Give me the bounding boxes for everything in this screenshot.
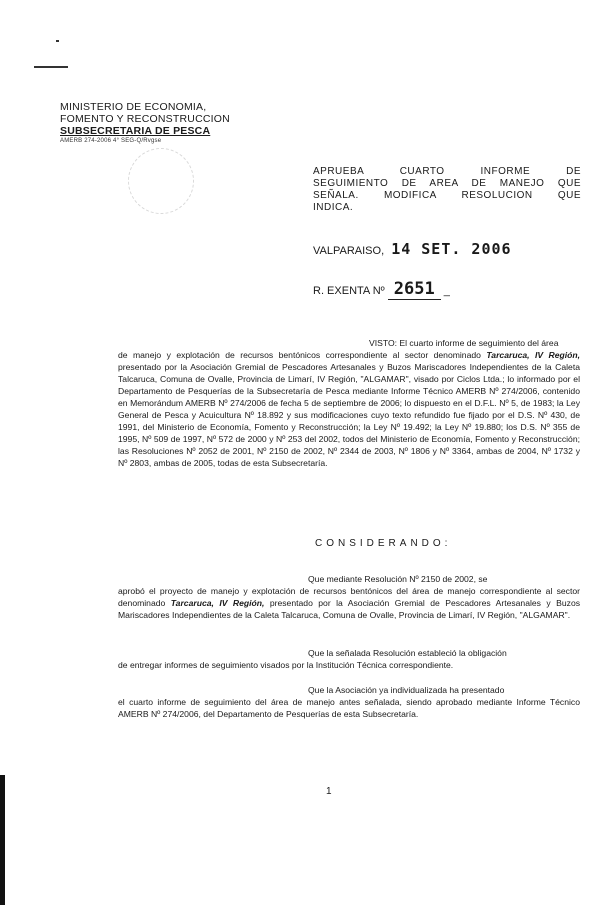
- paragraph-body: el cuarto informe de seguimiento del área de manejo antes señalada, siendo aprobado mediante Informe Técnico AMERB Nº 274/2006, del Departamento de Pesquerías de esta Subsecretaría.: [118, 697, 580, 719]
- sector-name: Tarcaruca, IV Región,: [170, 598, 265, 608]
- considerando-heading: CONSIDERANDO:: [315, 538, 452, 549]
- date-stamp: 14 SET. 2006: [391, 240, 512, 258]
- resolution-number-line: [313, 279, 450, 300]
- scan-mark: [56, 40, 59, 42]
- subject-line: APRUEBA CUARTO INFORME DE: [313, 166, 581, 177]
- visto-body: de manejo y explotación de recursos bentónicos correspondiente al sector denominado: [118, 350, 481, 360]
- page-number: 1: [326, 786, 332, 797]
- paragraph-first-line: Que la Asociación ya individualizada ha presentado: [308, 685, 505, 695]
- considerando-paragraph-2: [118, 647, 580, 671]
- ministry-name-2: FOMENTO Y RECONSTRUCCION: [60, 113, 230, 125]
- paragraph-first-line: Que la señalada Resolución estableció la obligación: [308, 648, 507, 658]
- considerando-paragraph-3: [118, 684, 580, 720]
- reference-code: AMERB 274-2006 4° SEG-Q/Rvgse: [60, 138, 162, 144]
- official-seal: [128, 148, 194, 214]
- resolution-number: 2651: [388, 279, 441, 300]
- subsecretaria-name: SUBSECRETARIA DE PESCA: [60, 125, 211, 137]
- ministry-name: MINISTERIO DE ECONOMIA,: [60, 101, 207, 113]
- resolution-subject: [313, 166, 581, 214]
- subject-line: INDICA.: [313, 202, 354, 213]
- visto-sector-name: Tarcaruca, IV Región,: [486, 350, 581, 360]
- scan-mark: [34, 66, 68, 68]
- considerando-paragraph-1: [118, 573, 580, 621]
- underline-end: _: [443, 285, 450, 297]
- place: VALPARAISO,: [313, 245, 385, 257]
- visto-body-continued: presentado por la Asociación Gremial de Pescadores Artesanales y Buzos Mariscadores Independientes de la Caleta Talcaruca, Comuna de Ovalle, Provincia de Limarí, IV Región, "ALGAMAR", visado por Ciclos Ltda.; lo informado por el Departamento de Pesquerías de la Subsecretaría de Pesca mediante Informe Técnico AMERB Nº 274/2006, contenido en Memorándum AMERB Nº 274/2006 de fecha 5 de septiembre de 2006; lo dispuesto en el D.F.L. Nº 5, de 1983; la Ley General de Pesca y Acuicultura Nº 18.892 y sus modificaciones cuyo texto refundido fue fijado por el D.S. Nº 430, de 1991, del Ministerio de Economía, Fomento y Reconstrucción; la Ley Nº 19.492; la Ley Nº 19.880; los D.S. Nº 355 de 1995, Nº 509 de 1997, Nº 572 de 2000 y Nº 253 del 2002, todos del Ministerio de Economía, Fomento y Reconstrucción; las Resoluciones Nº 2052 de 2001, Nº 2150 de 2002, Nº 2344 de 2003, Nº 1806 y Nº 3364, ambas de 2004, Nº 1732 y Nº 2803, ambas de 2005, todas de esta Subsecretaría.: [118, 362, 580, 468]
- resolution-label: R. EXENTA Nº: [313, 285, 385, 297]
- subject-line: SEÑALA. MODIFICA RESOLUCION QUE: [313, 190, 581, 201]
- paragraph-body: de entregar informes de seguimiento visados por la Institución Técnica correspondiente.: [118, 660, 454, 670]
- visto-section: [118, 337, 580, 469]
- paragraph-body-continued: presentado por la Asociación Gremial de Pescadores Artesanales y Buzos Mariscadores Independientes de la Caleta Talcaruca, Comuna de Ovalle, Provincia de Limarí, IV Región, "ALGAMAR".: [118, 598, 581, 620]
- place-date: [313, 240, 512, 258]
- visto-first-line: VISTO: El cuarto informe de seguimiento del área: [369, 338, 559, 348]
- paragraph-body: aprobó el proyecto de manejo y explotación de recursos bentónicos del área de manejo correspondiente al sector denominado: [118, 586, 580, 608]
- paragraph-first-line: Que mediante Resolución Nº 2150 de 2002, se: [308, 574, 488, 584]
- ministry-header: [60, 101, 240, 145]
- scan-edge-mark: [0, 775, 5, 905]
- subject-line: SEGUIMIENTO DE AREA DE MANEJO QUE: [313, 178, 581, 189]
